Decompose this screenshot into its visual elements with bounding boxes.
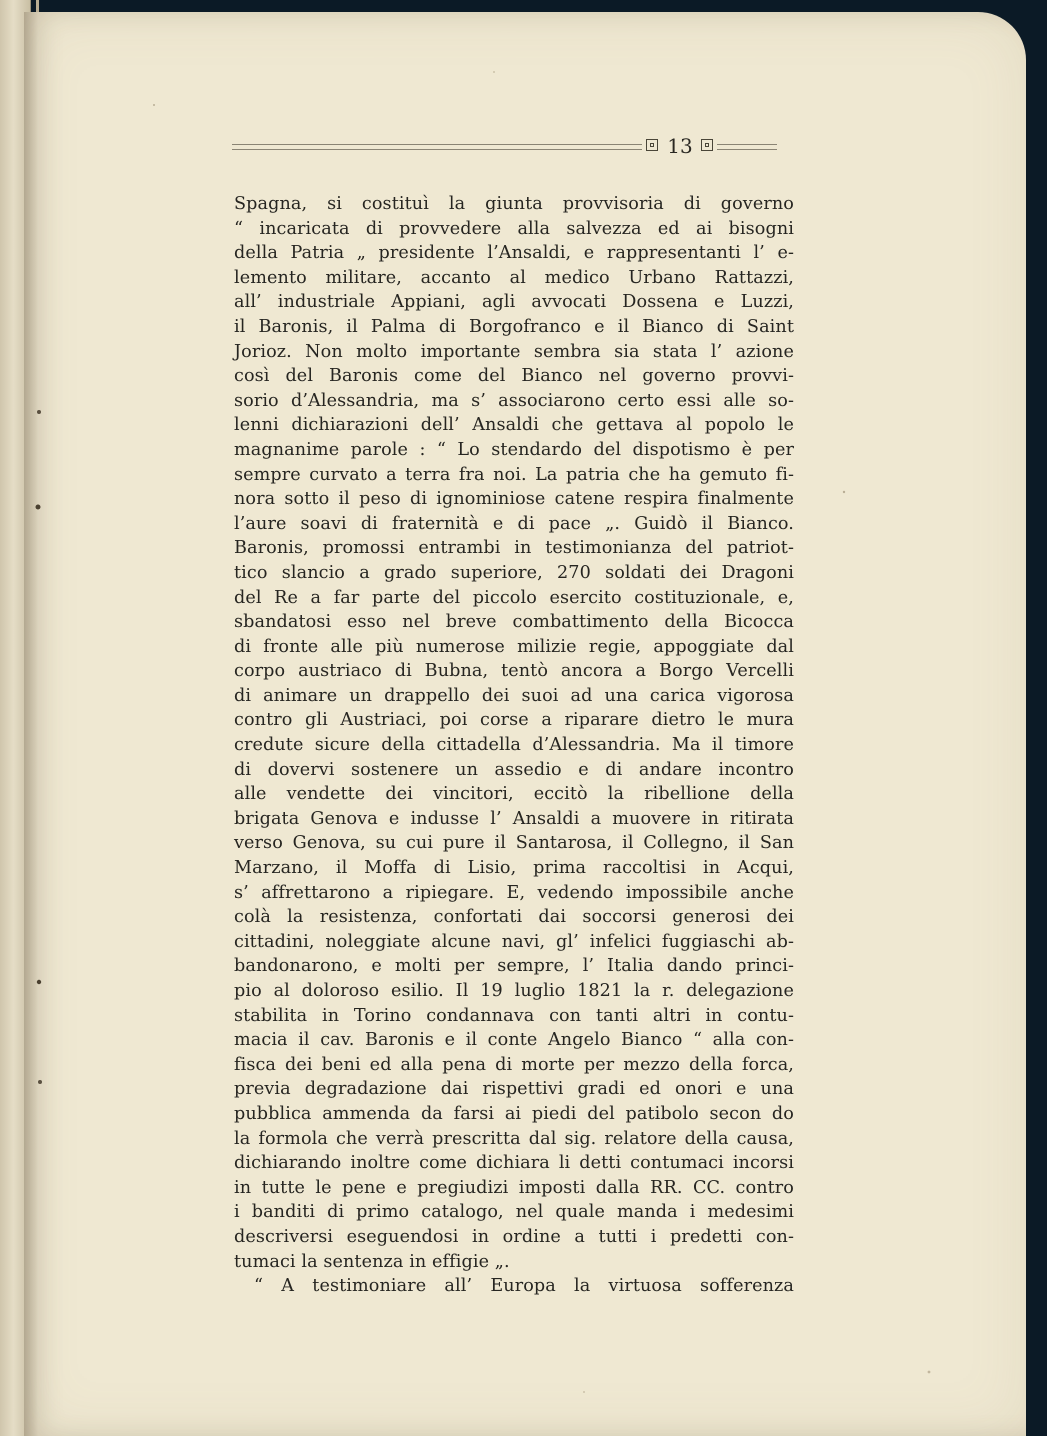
text-line: Jorioz. Non molto importante sembra sia stata l’ azione xyxy=(234,341,794,362)
text-line: pubblica ammenda da farsi ai piedi del patibolo secon do xyxy=(234,1103,794,1124)
square-ornament-icon xyxy=(646,139,658,151)
book-page xyxy=(24,12,1026,1436)
header-rule-left xyxy=(232,144,642,150)
text-line: brigata Genova e indusse l’ Ansaldi a muovere in ritirata xyxy=(234,808,794,829)
text-line: sbandatosi esso nel breve combattimento della Bicocca xyxy=(234,612,794,633)
text-line: sorio d’Alessandria, ma s’ associarono certo essi alle so- xyxy=(234,390,794,411)
text-line: di fronte alle più numerose milizie regie, appoggiate dal xyxy=(234,636,794,657)
text-line: nora sotto il peso di ignominiose catene respira finalmente xyxy=(234,489,794,510)
text-line: stabilita in Torino condannava con tanti altri in contu- xyxy=(234,1005,794,1026)
text-line: dichiarando inoltre come dichiara li detti contumaci incorsi xyxy=(234,1153,794,1174)
text-line: tumaci la sentenza in effigie „. xyxy=(234,1251,510,1272)
text-line: all’ industriale Appiani, agli avvocati Dossena e Luzzi, xyxy=(234,292,794,313)
page-number: 13 xyxy=(667,134,693,158)
text-line: lenni dichiarazioni dell’ Ansaldi che gettava al popolo le xyxy=(234,415,794,436)
text-line: corpo austriaco di Bubna, tentò ancora a Borgo Vercelli xyxy=(234,661,794,682)
square-ornament-icon xyxy=(701,139,713,151)
text-line: Spagna, si costituì la giunta provvisoria di governo xyxy=(234,194,794,214)
text-line: fisca dei beni ed alla pena di morte per mezzo della forca, xyxy=(234,1054,794,1075)
text-line: di animare un drappello dei suoi ad una carica vigorosa xyxy=(234,685,794,706)
text-line: “ incaricata di provvedere alla salvezza ed ai bisogni xyxy=(234,218,794,239)
text-line: la formola che verrà prescritta dal sig. relatore della causa, xyxy=(234,1128,794,1149)
text-line: magnanime parole : “ Lo stendardo del dispotismo è per xyxy=(234,439,794,460)
text-line: colà la resistenza, confortati dai soccorsi generosi dei xyxy=(234,907,794,928)
text-line: di dovervi sostenere un assedio e di andare incontro xyxy=(234,759,794,780)
text-line: Marzano, il Moffa di Lisio, prima raccoltisi in Acqui, xyxy=(234,858,794,879)
text-line: cittadini, noleggiate alcune navi, gl’ infelici fuggiaschi ab- xyxy=(234,931,794,952)
text-line: credute sicure della cittadella d’Alessandria. Ma il timore xyxy=(234,735,794,756)
text-line: Baronis, promossi entrambi in testimonianza del patriot- xyxy=(234,538,794,559)
text-line: tico slancio a grado superiore, 270 soldati dei Dragoni xyxy=(234,562,794,583)
text-line: descriversi eseguendosi in ordine a tutti i predetti con- xyxy=(234,1226,794,1247)
text-line: bandonarono, e molti per sempre, l’ Italia dando princi- xyxy=(234,956,794,977)
text-line: alle vendette dei vincitori, eccitò la ribellione della xyxy=(234,784,794,805)
text-line: previa degradazione dai rispettivi gradi ed onori e una xyxy=(234,1079,794,1100)
text-line: il Baronis, il Palma di Borgofranco e il Bianco di Saint xyxy=(234,316,794,337)
text-line: sempre curvato a terra fra noi. La patria che ha gemuto fi- xyxy=(234,464,794,485)
text-line: della Patria „ presidente l’Ansaldi, e rappresentanti l’ e- xyxy=(234,243,794,264)
text-line: verso Genova, su cui pure il Santarosa, il Collegno, il San xyxy=(234,833,794,854)
text-line: macia il cav. Baronis e il conte Angelo Bianco “ alla con- xyxy=(234,1030,794,1051)
text-line: s’ affrettarono a ripiegare. E, vedendo impossibile anche xyxy=(234,882,794,903)
text-line: contro gli Austriaci, poi corse a riparare dietro le mura xyxy=(234,710,794,731)
body-text xyxy=(234,192,794,1299)
text-line: in tutte le pene e pregiudizi imposti dalla RR. CC. contro xyxy=(234,1177,794,1198)
header-rule-right xyxy=(717,144,777,150)
text-line: così del Baronis come del Bianco nel governo provvi- xyxy=(234,366,794,387)
text-line: lemento militare, accanto al medico Urbano Rattazzi, xyxy=(234,267,794,288)
text-line: “ A testimoniare all’ Europa la virtuosa sofferenza xyxy=(254,1276,794,1297)
text-line: del Re a far parte del piccolo esercito costituzionale, e, xyxy=(234,587,794,608)
text-line: pio al doloroso esilio. Il 19 luglio 1821 la r. delegazione xyxy=(234,981,794,1001)
running-header xyxy=(232,136,777,158)
text-line: i banditi di primo catalogo, nel quale manda i medesimi xyxy=(234,1202,794,1223)
text-line: l’aure soavi di fraternità e di pace „. Guidò il Bianco. xyxy=(234,513,794,534)
